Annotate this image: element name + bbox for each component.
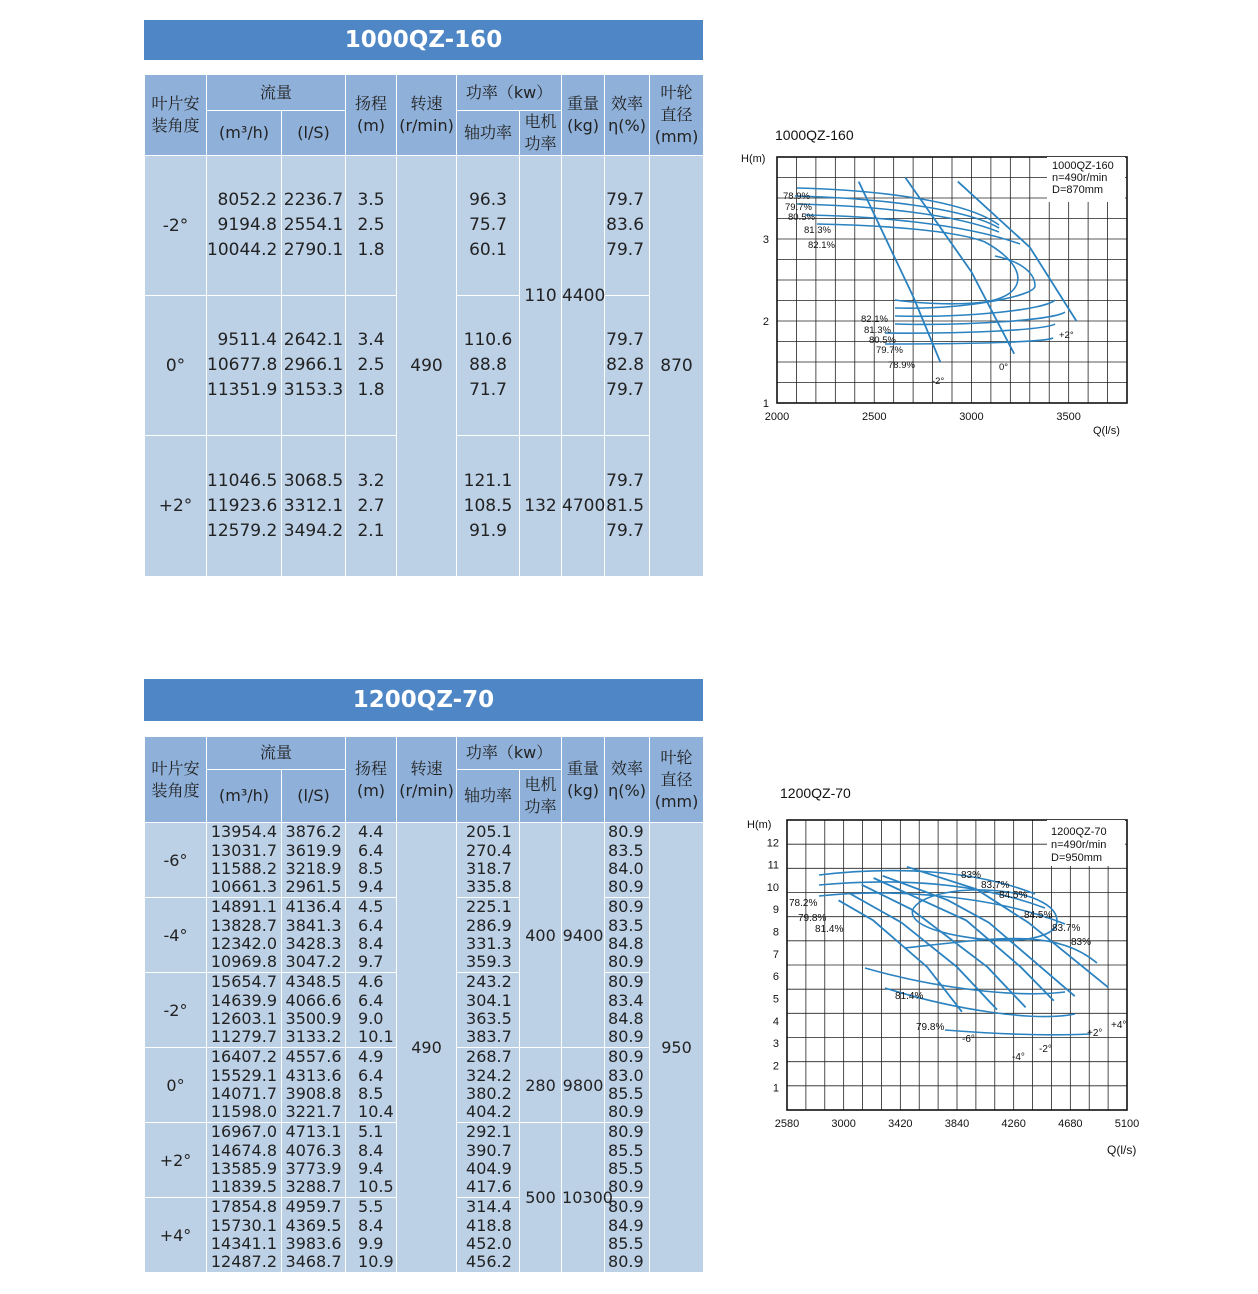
spec-table-1200qz	[144, 736, 704, 1273]
svg-text:+2°: +2°	[1059, 330, 1074, 341]
angle-cell: +2°	[145, 436, 207, 577]
legend-speed: n=490r/min	[1051, 839, 1107, 851]
shaft-power-cell: 225.1 286.9 331.3 359.3	[457, 898, 520, 973]
model-title-banner: 1000QZ-160	[144, 20, 703, 60]
efficiency-cell: 80.9 83.5 84.8 80.9	[605, 898, 650, 973]
impeller-cell: 870	[650, 156, 704, 577]
y-axis-label: H(m)	[741, 153, 766, 165]
flow-m3h-cell: 8052.2 9194.8 10044.2	[207, 156, 282, 296]
motor-power-cell: 500	[520, 1123, 562, 1273]
flow-ls-cell: 2236.7 2554.1 2790.1	[282, 156, 346, 296]
legend-speed: n=490r/min	[1052, 172, 1108, 184]
y-tick-label: 12	[766, 837, 779, 850]
flow-m3h-cell: 14891.1 13828.7 12342.0 10969.8	[207, 898, 282, 973]
header-shaft-power: 轴功率	[457, 111, 520, 156]
y-tick-label: 1	[772, 1082, 779, 1095]
x-tick-label: 4680	[1058, 1118, 1083, 1130]
motor-power-cell: 132	[520, 436, 562, 577]
x-tick-label: 2000	[764, 411, 790, 423]
y-tick-label: 9	[772, 904, 779, 917]
weight-cell: 10300	[562, 1123, 605, 1273]
speed-cell: 490	[397, 156, 457, 577]
legend-diameter: D=870mm	[1052, 184, 1104, 196]
x-axis-label: Q(l/s)	[1093, 425, 1120, 437]
angle-cell: +2°	[145, 1123, 207, 1198]
header-impeller: 叶轮 直径 (mm)	[650, 75, 704, 156]
svg-text:83%: 83%	[1071, 937, 1092, 948]
flow-m3h-cell: 16407.2 15529.1 14071.7 11598.0	[207, 1048, 282, 1123]
header-motor-power: 电机 功率	[520, 111, 562, 156]
header-power: 功率（kw）	[457, 737, 562, 770]
flow-ls-cell: 4348.5 4066.6 3500.9 3133.2	[282, 973, 346, 1048]
weight-cell: 9400	[562, 823, 605, 1048]
flow-ls-cell: 3876.2 3619.9 3218.9 2961.5	[282, 823, 346, 898]
svg-text:78.9%: 78.9%	[888, 360, 915, 371]
x-tick-label: 3420	[888, 1118, 913, 1130]
motor-power-cell: 400	[520, 823, 562, 1048]
header-flow: 流量	[207, 737, 346, 770]
head-cell: 3.4 2.5 1.8	[346, 296, 397, 436]
efficiency-cell: 80.9 85.5 85.5 80.9	[605, 1123, 650, 1198]
x-tick-label: 3840	[944, 1118, 970, 1130]
y-tick-label: 1	[762, 398, 769, 410]
x-tick-label: 3500	[1056, 411, 1081, 423]
x-tick-label: 2580	[774, 1118, 800, 1130]
y-tick-label: 7	[772, 948, 779, 961]
angle-cell: -2°	[145, 156, 207, 296]
svg-text:-2°: -2°	[932, 376, 945, 387]
y-tick-label: 5	[772, 993, 779, 1006]
shaft-power-cell: 243.2 304.1 363.5 383.7	[457, 973, 520, 1048]
flow-m3h-cell: 11046.5 11923.6 12579.2	[207, 436, 282, 577]
performance-chart-1200qz	[735, 778, 1165, 1168]
svg-text:81.4%: 81.4%	[815, 924, 844, 935]
x-tick-label: 5100	[1114, 1118, 1140, 1130]
header-efficiency: 效率 η(%)	[605, 737, 650, 823]
motor-power-cell: 110	[520, 156, 562, 436]
flow-m3h-cell: 15654.7 14639.9 12603.1 11279.7	[207, 973, 282, 1048]
svg-text:81.3%: 81.3%	[804, 225, 831, 236]
speed-cell: 490	[397, 823, 457, 1273]
shaft-power-cell: 292.1 390.7 404.9 417.6	[457, 1123, 520, 1198]
y-tick-label: 8	[772, 926, 779, 939]
header-power: 功率（kw）	[457, 75, 562, 111]
performance-chart-1000qz	[735, 120, 1165, 450]
x-tick-label: 3000	[831, 1118, 856, 1130]
head-cell: 3.2 2.7 2.1	[346, 436, 397, 577]
flow-ls-cell: 4959.7 4369.5 3983.6 3468.7	[282, 1198, 346, 1273]
header-flow-ls: (l/S)	[282, 770, 346, 823]
flow-m3h-cell: 13954.4 13031.7 11588.2 10661.3	[207, 823, 282, 898]
svg-text:80.5%: 80.5%	[788, 212, 815, 223]
x-tick-label: 2500	[861, 411, 887, 423]
svg-text:-6°: -6°	[962, 1034, 975, 1045]
angle-cell: -4°	[145, 898, 207, 973]
header-flow-ls: (l/S)	[282, 111, 346, 156]
legend-diameter: D=950mm	[1051, 852, 1103, 864]
svg-text:+4°: +4°	[1111, 1020, 1127, 1031]
head-cell: 5.1 8.4 9.4 10.5	[346, 1123, 397, 1198]
efficiency-curves	[819, 871, 1097, 1035]
hq-curve	[850, 894, 997, 1010]
efficiency-cell: 80.9 83.0 85.5 80.9	[605, 1048, 650, 1123]
x-tick-label: 4260	[1001, 1118, 1026, 1130]
y-tick-label: 3	[772, 1038, 779, 1051]
angle-labels	[962, 1020, 1126, 1063]
svg-text:+2°: +2°	[1087, 1028, 1103, 1039]
svg-text:78.2%: 78.2%	[789, 898, 818, 909]
svg-text:80.5%: 80.5%	[869, 335, 896, 346]
shaft-power-cell: 205.1 270.4 318.7 335.8	[457, 823, 520, 898]
legend-model: 1000QZ-160	[1052, 160, 1114, 172]
header-efficiency: 效率 η(%)	[605, 75, 650, 156]
y-tick-label: 6	[772, 971, 779, 984]
header-head: 扬程 (m)	[346, 75, 397, 156]
flow-m3h-cell: 16967.0 14674.8 13585.9 11839.5	[207, 1123, 282, 1198]
efficiency-cell: 80.9 84.9 85.5 80.9	[605, 1198, 650, 1273]
efficiency-cell: 79.7 82.8 79.7	[605, 296, 650, 436]
head-cell: 4.6 6.4 9.0 10.1	[346, 973, 397, 1048]
svg-text:78.9%: 78.9%	[783, 191, 810, 202]
header-flow-m3h: (m³/h)	[207, 111, 282, 156]
angle-cell: +4°	[145, 1198, 207, 1273]
svg-text:81.3%: 81.3%	[864, 325, 891, 336]
x-axis-label: Q(l/s)	[1107, 1143, 1137, 1157]
svg-text:79.8%: 79.8%	[916, 1022, 945, 1033]
efficiency-cell: 79.7 81.5 79.7	[605, 436, 650, 577]
y-tick-label: 10	[766, 881, 779, 894]
svg-text:83%: 83%	[961, 870, 982, 881]
flow-m3h-cell: 9511.4 10677.8 11351.9	[207, 296, 282, 436]
head-cell: 4.9 6.4 8.5 10.4	[346, 1048, 397, 1123]
header-weight: 重量 (kg)	[562, 737, 605, 823]
y-axis-label: H(m)	[747, 819, 772, 831]
y-tick-label: 4	[772, 1015, 779, 1028]
header-weight: 重量 (kg)	[562, 75, 605, 156]
weight-cell: 4400	[562, 156, 605, 436]
svg-text:-2°: -2°	[1039, 1044, 1052, 1055]
x-tick-label: 3000	[959, 411, 984, 423]
angle-cell: 0°	[145, 1048, 207, 1123]
flow-ls-cell: 2642.1 2966.1 3153.3	[282, 296, 346, 436]
header-motor-power: 电机 功率	[520, 770, 562, 823]
header-angle: 叶片安 装角度	[145, 75, 207, 156]
y-tick-label: 3	[762, 234, 769, 246]
head-cell: 4.4 6.4 8.5 9.4	[346, 823, 397, 898]
svg-text:83.7%: 83.7%	[981, 880, 1010, 891]
hq-curve	[958, 182, 1077, 321]
header-flow: 流量	[207, 75, 346, 111]
flow-ls-cell: 3068.5 3312.1 3494.2	[282, 436, 346, 577]
spec-table-1000qz	[144, 74, 704, 577]
header-impeller: 叶轮 直径 (mm)	[650, 737, 704, 823]
angle-cell: -2°	[145, 973, 207, 1048]
flow-ls-cell: 4136.4 3841.3 3428.3 3047.2	[282, 898, 346, 973]
svg-text:82.1%: 82.1%	[808, 240, 835, 251]
header-shaft-power: 轴功率	[457, 770, 520, 823]
flow-ls-cell: 4713.1 4076.3 3773.9 3288.7	[282, 1123, 346, 1198]
hq-curve	[905, 178, 1014, 354]
flow-ls-cell: 4557.6 4313.6 3908.8 3221.7	[282, 1048, 346, 1123]
header-head: 扬程 (m)	[346, 737, 397, 823]
efficiency-cell: 79.7 83.6 79.7	[605, 156, 650, 296]
shaft-power-cell: 314.4 418.8 452.0 456.2	[457, 1198, 520, 1273]
weight-cell: 9800	[562, 1048, 605, 1123]
svg-text:79.7%: 79.7%	[785, 202, 812, 213]
svg-text:0°: 0°	[999, 362, 1009, 373]
header-speed: 转速 (r/min)	[397, 75, 457, 156]
shaft-power-cell: 268.7 324.2 380.2 404.2	[457, 1048, 520, 1123]
chart-title: 1000QZ-160	[775, 127, 854, 143]
head-cell: 5.5 8.4 9.9 10.9	[346, 1198, 397, 1273]
efficiency-cell: 80.9 83.5 84.0 80.9	[605, 823, 650, 898]
svg-text:79.7%: 79.7%	[876, 345, 903, 356]
chart-title: 1200QZ-70	[780, 785, 851, 801]
svg-text:84.5%: 84.5%	[1024, 910, 1053, 921]
angle-cell: -6°	[145, 823, 207, 898]
efficiency-cell: 80.9 83.4 84.8 80.9	[605, 973, 650, 1048]
svg-text:79.8%: 79.8%	[798, 913, 827, 924]
header-speed: 转速 (r/min)	[397, 737, 457, 823]
y-tick-label: 11	[767, 859, 779, 872]
legend-model: 1200QZ-70	[1051, 826, 1107, 838]
flow-m3h-cell: 17854.8 15730.1 14341.1 12487.2	[207, 1198, 282, 1273]
head-cell: 4.5 6.4 8.4 9.7	[346, 898, 397, 973]
y-tick-label: 2	[772, 1060, 779, 1073]
svg-text:-4°: -4°	[1012, 1052, 1025, 1063]
efficiency-labels	[783, 191, 915, 371]
weight-cell: 4700	[562, 436, 605, 577]
impeller-cell: 950	[650, 823, 704, 1273]
svg-text:82.1%: 82.1%	[861, 314, 888, 325]
head-cell: 3.5 2.5 1.8	[346, 156, 397, 296]
shaft-power-cell: 121.1 108.5 91.9	[457, 436, 520, 577]
header-flow-m3h: (m³/h)	[207, 770, 282, 823]
motor-power-cell: 280	[520, 1048, 562, 1123]
shaft-power-cell: 110.6 88.8 71.7	[457, 296, 520, 436]
angle-cell: 0°	[145, 296, 207, 436]
svg-text:81.4%: 81.4%	[895, 991, 924, 1002]
shaft-power-cell: 96.3 75.7 60.1	[457, 156, 520, 296]
svg-text:83.7%: 83.7%	[1052, 923, 1081, 934]
svg-text:84.5%: 84.5%	[999, 890, 1028, 901]
model-title-banner: 1200QZ-70	[144, 679, 703, 721]
y-tick-label: 2	[762, 316, 769, 328]
header-angle: 叶片安 装角度	[145, 737, 207, 823]
